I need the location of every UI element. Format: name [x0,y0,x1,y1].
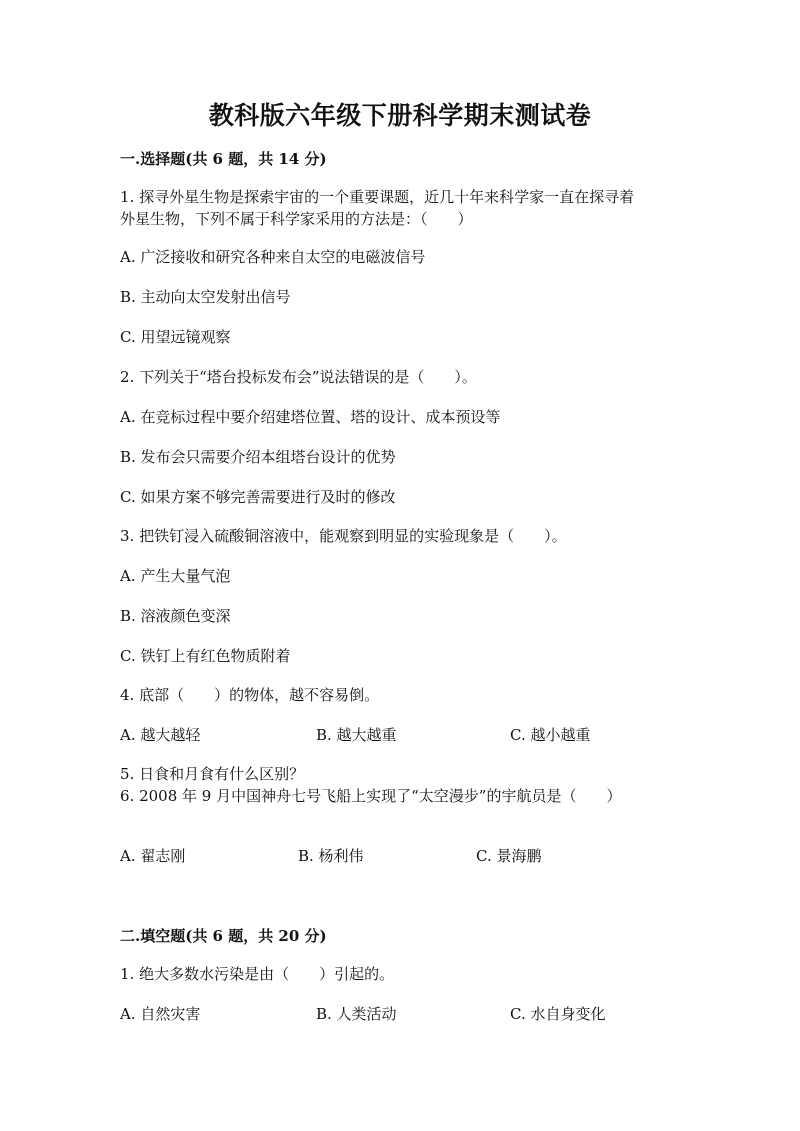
question-4-options [120,724,720,746]
question-4-option-c: C. 越小越重 [510,726,591,744]
question-6-options [120,845,720,867]
question-3-option-c: C. 铁钉上有红色物质附着 [120,647,291,665]
question-1-option-c: C. 用望远镜观察 [120,328,231,346]
page-title: 教科版六年级下册科学期末测试卷 [208,101,592,130]
section-heading-choice: 一.选择题(共 6 题，共 14 分) [120,150,327,168]
question-3-option-b: B. 溶液颜色变深 [120,607,231,625]
fill-question-1-option-c: C. 水自身变化 [510,1005,606,1023]
question-4-option-a: A. 越大越轻 [120,726,201,744]
question-4-option-b: B. 越大越重 [316,726,397,744]
question-4-stem: 4. 底部（ ）的物体，越不容易倒。 [120,686,380,704]
question-6-option-b: B. 杨利伟 [298,847,364,865]
question-6-stem: 6. 2008 年 9 月中国神舟七号飞船上实现了“太空漫步”的宇航员是（ ） [120,787,622,805]
question-6-option-c: C. 景海鹏 [476,847,542,865]
question-1-stem-line-1: 1. 探寻外星生物是探索宇宙的一个重要课题，近几十年来科学家一直在探寻着 [120,188,635,206]
question-2-option-a: A. 在竞标过程中要介绍建塔位置、塔的设计、成本预设等 [120,408,501,426]
question-3-option-a: A. 产生大量气泡 [120,567,231,585]
fill-question-1-option-b: B. 人类活动 [316,1005,397,1023]
question-2-option-b: B. 发布会只需要介绍本组塔台设计的优势 [120,448,396,466]
fill-question-1-stem: 1. 绝大多数水污染是由（ ）引起的。 [120,965,395,983]
question-2-option-c: C. 如果方案不够完善需要进行及时的修改 [120,488,396,506]
question-1-stem-line-2: 外星生物，下列不属于科学家采用的方法是：（ ） [120,210,473,228]
section-heading-fill: 二.填空题(共 6 题，共 20 分) [120,927,327,945]
question-1-option-b: B. 主动向太空发射出信号 [120,288,291,306]
question-3-stem: 3. 把铁钉浸入硫酸铜溶液中，能观察到明显的实验现象是（ ）。 [120,527,567,545]
question-5-stem: 5. 日食和月食有什么区别？ [120,765,305,783]
question-2-stem: 2. 下列关于“塔台投标发布会”说法错误的是（ ）。 [120,368,477,386]
fill-question-1-option-a: A. 自然灾害 [120,1005,201,1023]
question-1-option-a: A. 广泛接收和研究各种来自太空的电磁波信号 [120,248,426,266]
fill-question-1-options [120,1003,720,1025]
question-6-option-a: A. 翟志刚 [120,847,186,865]
